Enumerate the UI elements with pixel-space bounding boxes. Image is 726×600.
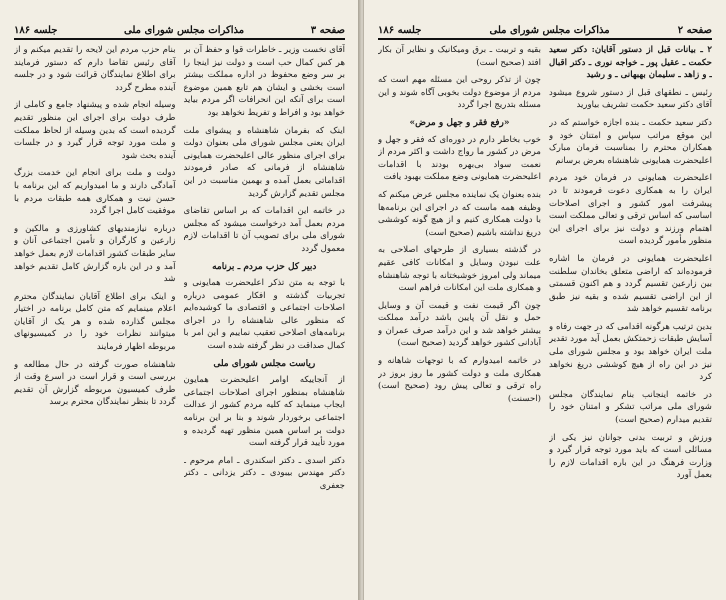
left-page-column-right [184,44,346,590]
paragraph: با توجه به متن تذکر اعلیحضرت همایونی و تجربیات گذشته و افکار عمومی درباره اصلاحات اجتماعی و اقتصادی ما کوشیده‌ایم که منظور عالی شاهنشاه را در اجرای برنامه‌های اصلاحی تعقیب نماییم و این امر با کمال صداقت در نظر گرفته شده است [183,278,345,352]
right-session-number: جلسه ۱۸۶ [378,24,422,36]
paragraph: درباره نیازمندیهای کشاورزی و مالکین و زارعین و کارگران و تأمین اجتماعی آنان و سایر طبقات کشور اقدامات لازم بعمل خواهد آمد و در این باره گزارش کامل تقدیم خواهد شد [14,223,176,285]
paragraph: آقای نخست وزیر ـ خاطرات قوا و حفظ آن بر هر کس کمال حب است و دولت نیز اینجا را بر سر وضع محفوظ در اداره مملکت بیشتر است بخشی و ایشان هم تابع همین موضوع است برای آنکه این انحرافات اگر مردم بیاید خواهد بود و افراط و تفریط نخواهد بود [183,45,345,118]
paragraph: ۲ ـ بیانات قبل از دستور آقایان: دکتر سعید حکمت ـ عقیل پور ـ خواجه نوری ـ دکتر اقبال ـ و زاهد ـ سلیمان بهبهانی ـ و رشید [549,45,712,81]
paragraph: رئیس ـ نطقهای قبل از دستور شروع میشود آقای دکتر سعید حکمت تشریف بیاورید [549,87,712,111]
paragraph: چون از تذکر روحی این مسئله مهم است که مردم از موضوع دولت بخوبی آگاه شوند و این مسئله بتدریج اجرا گردد [378,75,541,111]
paragraph: چون اگر قیمت نفت و قیمت آن و وسایل حمل و نقل آن پایین باشد درآمد مملکت بیشتر خواهد شد و این درآمد صرف عمران و آبادانی کشور خواهد گردید (صحیح است) [378,300,541,349]
paragraph: در خاتمه امیدوارم که با توجهات شاهانه و همکاری ملت و دولت کشور ما روز بروز در راه ترقی و تعالی پیش رود (صحیح است) (احسنت) [378,356,541,404]
paragraph: بدین ترتیب هرگونه اقدامی که در جهت رفاه و آسایش طبقات زحمتکش بعمل آید مورد تقدیر ملت ایران خواهد بود و مجلس شورای ملی نیز در این راه از هیچ کوششی دریغ نخواهد کرد [549,321,712,383]
paragraph: اعلیحضرت همایونی در فرمان خود مردم ایران را به همکاری دعوت فرمودند تا در پیشرفت امور کشور و اجرای اصلاحات اساسی که اساس ترقی و تعالی مملکت است اهتمام ورزند و دولت نیز برای اجرای این منظور مأمور گردیده است [549,173,712,247]
paragraph: وسیله انجام شده و پیشنهاد جامع و کاملی از طرف دولت برای اجرای این منظور تقدیم گردیده است که بدین وسیله از لحاظ مملکت و ملت مورد توجه قرار گیرد و در جلسات آینده بحث شود [14,100,176,161]
right-page [363,0,726,600]
left-page-title: مذاکرات مجلس شورای ملی [124,24,245,36]
right-page-title: مذاکرات مجلس شورای ملی [489,24,610,36]
left-page-number: صفحه ۳ [310,24,345,36]
paragraph: اینک که بفرمان شاهنشاه و پیشوای ملت ایران یعنی مجلس شورای ملی بعنوان دولت برای اجرای منظور عالی اعلیحضرت همایونی شاهنشاه از فرمانی که صادر فرمودند اقداماتی بعمل آمده و بهمین مناسبت در این مجلس تقدیم گزارش گردید [183,125,345,199]
right-page-column-right [549,44,712,590]
paragraph: بنده بعنوان یک نماینده مجلس عرض میکنم که وظیفه همه ماست که در اجرای این برنامه‌ها با دولت همکاری کنیم و از هیچ گونه کوششی دریغ نداشته باشیم (صحیح است) [378,189,541,238]
section-heading: ریاست مجلس شورای ملی [213,358,316,369]
paragraph: از آنجاییکه اوامر اعلیحضرت همایون شاهنشاه بمنظور اجرای اصلاحات اجتماعی ایجاب مینماید که کلیه مردم کشور از عدالت اجتماعی برخوردار شوند و بنا بر این برنامه دولت بر اساس همین منظور تهیه گردیده و مورد تأیید قرار گرفته است [183,375,345,449]
left-page [0,0,360,600]
section-heading: «رفع فقر و جهل و مرض» [409,117,510,128]
left-page-column-left [14,44,176,590]
paragraph: دکتر سعید حکمت ـ بنده اجازه خواستم که در این موقع مراتب سپاس و امتنان خود و همکاران محترم را بمناسبت فرمان مبارک اعلیحضرت همایونی شاهنشاه بعرض برسانم [549,117,712,166]
paragraph: در خاتمه اینجانب بنام نمایندگان مجلس شورای ملی مراتب تشکر و امتنان خود را تقدیم میدارم (صحیح است) [549,389,712,426]
paragraph: شاهنشاه صورت گرفته در حال مطالعه و بررسی است و قرار است در اسرع وقت از طرف کمیسیون مربوطه گزارش آن تقدیم گردد تا بنظر نمایندگان محترم برسد [14,359,176,408]
paragraph: ورزش و تربیت بدنی جوانان نیز یکی از مسائلی است که باید مورد توجه قرار گیرد و وزارت فرهنگ در این باره اقدامات لازم را بعمل آورد [549,432,712,481]
paragraph: دولت و ملت برای انجام این خدمت بزرگ آمادگی دارند و ما امیدواریم که این برنامه با حسن نیت و همکاری همه طبقات مردم با موفقیت کامل اجرا گردد [14,168,176,217]
paragraph: دکتر اسدی ـ دکتر اسکندری ـ امام مرحوم ـ دکتر مهندس بیبودی ـ دکتر یزدانی ـ دکتر جعفری [183,455,345,491]
paragraph: در گذشته بسیاری از طرحهای اصلاحی به علت نبودن وسایل و امکانات کافی عقیم میماند ولی امروز خوشبختانه با توجه شاهنشاه و همکاری ملت این امکانات فراهم است [378,245,541,294]
right-page-columns [378,44,712,590]
paragraph: بنام حزب مردم این لایحه را تقدیم میکنم و از آقای رئیس تقاضا دارم که دستور فرمایند برای اطلاع نمایندگان قرائت شود و در جلسه آینده مطرح گردد [14,45,176,93]
left-page-header [14,22,345,40]
paragraph: بقیه و تربیت ـ برق ومیکانیک و نظایر آن بکار افتد (صحیح است) [378,45,541,68]
right-page-header [378,22,712,40]
section-heading: دبیر کل حزب مردم ـ برنامه [212,261,317,272]
right-page-column-left [378,44,541,590]
paragraph: اعلیحضرت همایونی در فرمان ما اشاره فرموده‌اند که اراضی متعلق بخاندان سلطنت بین زارعین تقسیم گردد و هم اکنون قسمتی از این اراضی تقسیم شده و بقیه نیز طبق برنامه تقسیم خواهد شد [549,253,712,315]
paragraph: در خاتمه این اقدامات که بر اساس تقاضای مردم بعمل آمد درخواست میشود که مجلس شورای ملی برای تصویب آن تا اقدامات لازم معمول گردد [183,206,345,254]
paragraph: و اینک برای اطلاع آقایان نمایندگان محترم اعلام مینمایم که متن کامل برنامه در اختیار مجلس گذارده شده و هر یک از آقایان میتوانند نظرات خود را در کمیسیونهای مربوطه اظهار فرمایند [14,291,176,353]
left-page-columns [14,44,345,590]
paragraph: خوب بخاطر دارم در دوره‌ای که فقر و جهل و مرض در کشور ما رواج داشت و اکثر مردم از نعمت سواد بی‌بهره بودند با اقدامات اعلیحضرت همایونی وضع مملکت بهبود یافت [378,134,541,183]
left-session-number: جلسه ۱۸۶ [14,24,58,36]
right-page-number: صفحه ۲ [677,24,712,36]
